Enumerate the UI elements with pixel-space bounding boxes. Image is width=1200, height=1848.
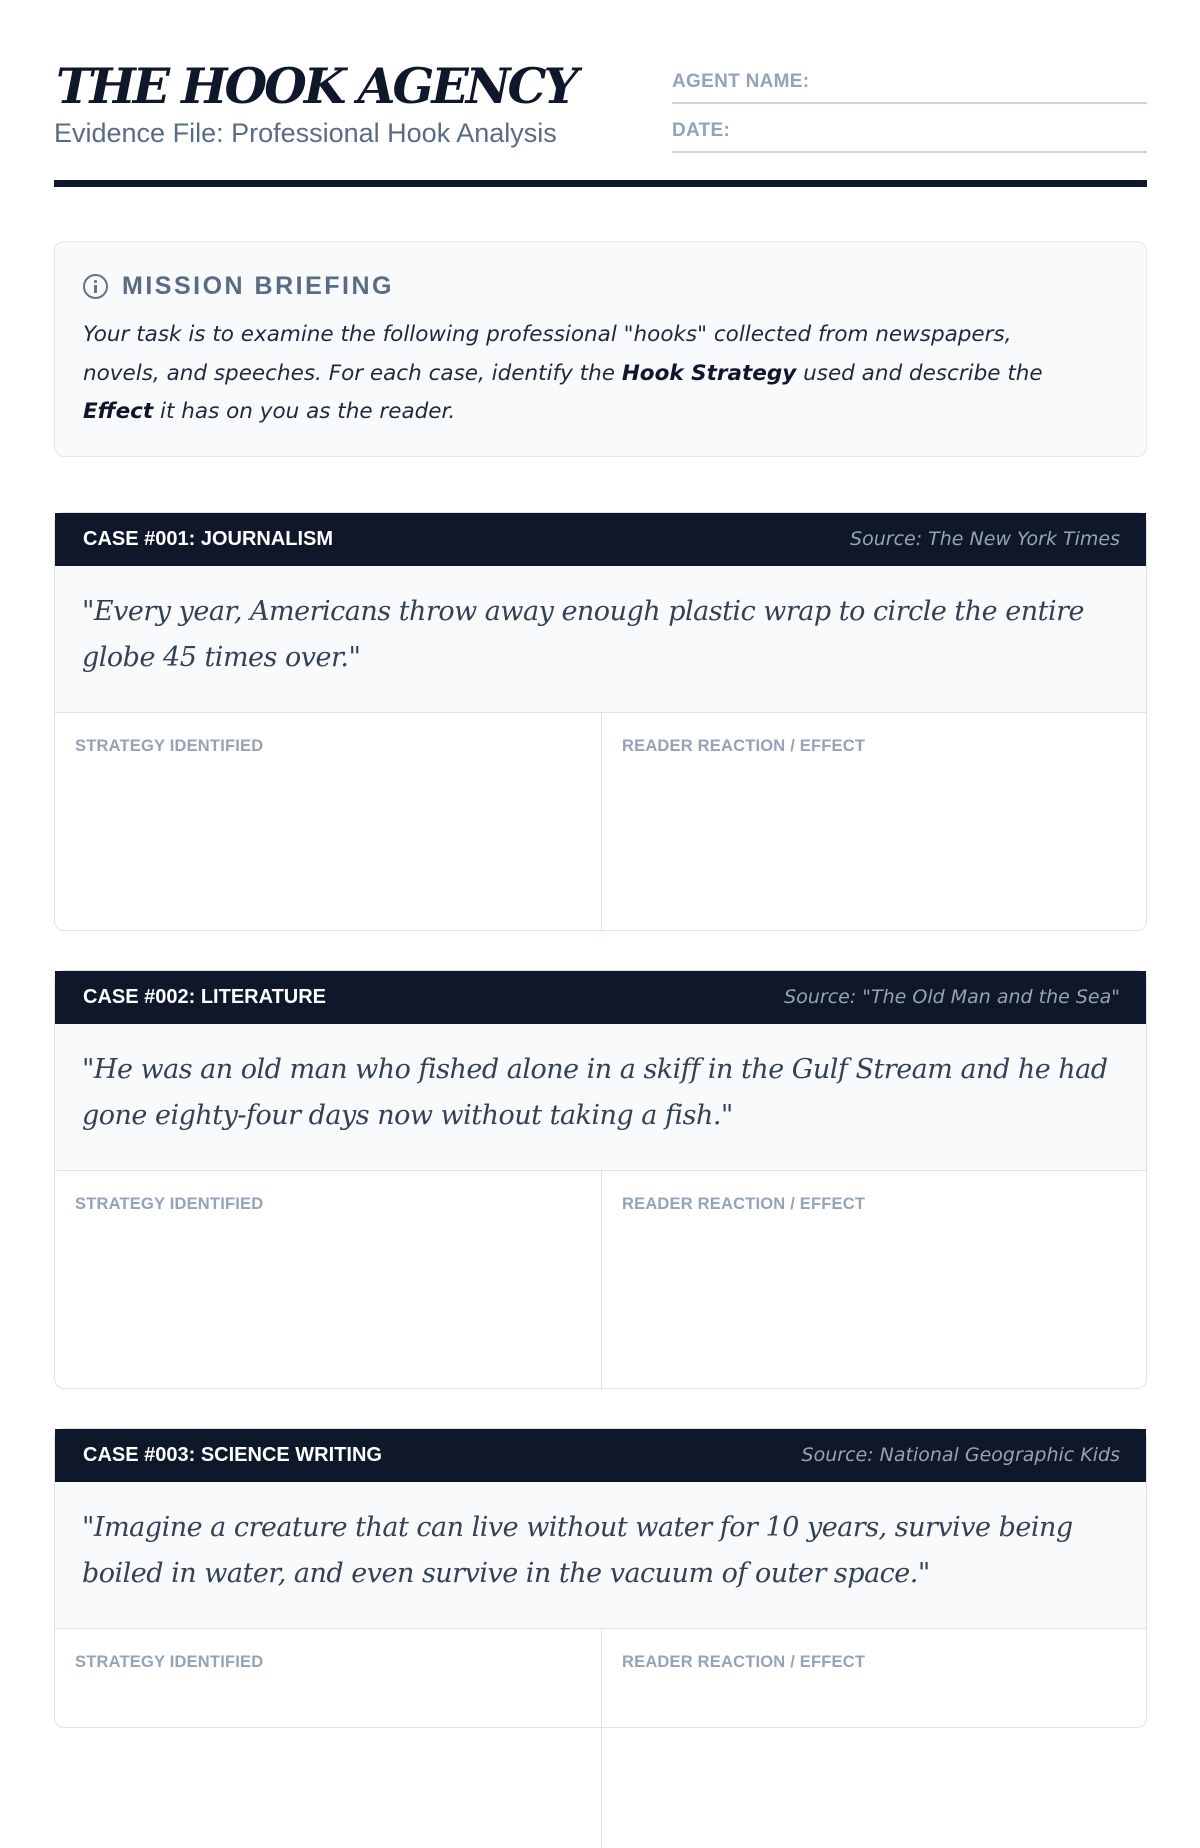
effect-label: READER REACTION / EFFECT <box>622 737 866 755</box>
hook-quote: "Every year, Americans throw away enough plastic wrap to circle the entire globe 45 times over." <box>82 596 1084 673</box>
quote-panel <box>55 566 1146 713</box>
briefing-text-start: Your task is to examine the following professional "hooks" collected from newspapers, novels, and speeches. For each case, identify the <box>83 322 1012 386</box>
strategy-label: STRATEGY IDENTIFIED <box>75 737 264 755</box>
briefing-effect-term: Effect <box>83 399 154 424</box>
briefing-text-end: it has on you as the reader. <box>153 399 456 424</box>
case-card-002 <box>54 970 1147 1389</box>
mission-briefing-panel <box>54 241 1147 457</box>
effect-label: READER REACTION / EFFECT <box>622 1195 866 1213</box>
worksheet-header <box>54 0 1147 188</box>
case-card-003 <box>54 1428 1147 1728</box>
file-subtitle: Evidence File: Professional Hook Analysis <box>54 118 557 148</box>
strategy-answer-box[interactable] <box>55 713 602 932</box>
hook-quote: "Imagine a creature that can live without water for 10 years, survive being boiled in water, and even survive in the vacuum of outer space." <box>82 1512 1073 1589</box>
agent-name-label: AGENT NAME: <box>672 71 810 92</box>
agent-name-field[interactable] <box>672 70 1147 104</box>
briefing-text-middle: used and describe the <box>796 360 1043 386</box>
case-source: Source: The New York Times <box>850 528 1120 550</box>
header-divider <box>54 180 1147 187</box>
case-source: Source: National Geographic Kids <box>801 1444 1120 1466</box>
case-label: CASE #002: LITERATURE <box>83 986 327 1008</box>
quote-panel <box>55 1024 1146 1171</box>
quote-panel <box>55 1482 1146 1629</box>
case-header-bar <box>55 513 1146 566</box>
case-card-001 <box>54 512 1147 931</box>
case-header-bar <box>55 1429 1146 1482</box>
date-field[interactable] <box>672 119 1147 153</box>
info-icon <box>83 274 108 299</box>
case-label: CASE #001: JOURNALISM <box>83 528 334 550</box>
strategy-answer-box[interactable] <box>55 1171 602 1390</box>
effect-answer-box[interactable] <box>602 1629 1148 1848</box>
case-source: Source: "The Old Man and the Sea" <box>784 986 1120 1008</box>
briefing-text <box>83 316 1083 432</box>
case-label: CASE #003: SCIENCE WRITING <box>83 1444 382 1466</box>
case-header-bar <box>55 971 1146 1024</box>
briefing-strategy-term: Hook Strategy <box>621 360 797 386</box>
agency-title: THE HOOK AGENCY <box>56 57 576 115</box>
effect-answer-box[interactable] <box>602 713 1148 932</box>
effect-answer-box[interactable] <box>602 1171 1148 1390</box>
briefing-heading <box>83 271 394 301</box>
date-label: DATE: <box>672 120 731 141</box>
hook-quote: "He was an old man who fished alone in a skiff in the Gulf Stream and he had gone eighty-four days now without taking a fish." <box>82 1054 1108 1131</box>
worksheet-page <box>54 0 1147 1671</box>
strategy-label: STRATEGY IDENTIFIED <box>75 1653 264 1671</box>
effect-label: READER REACTION / EFFECT <box>622 1653 866 1671</box>
briefing-title: MISSION BRIEFING <box>122 271 394 300</box>
strategy-label: STRATEGY IDENTIFIED <box>75 1195 264 1213</box>
strategy-answer-box[interactable] <box>55 1629 602 1848</box>
